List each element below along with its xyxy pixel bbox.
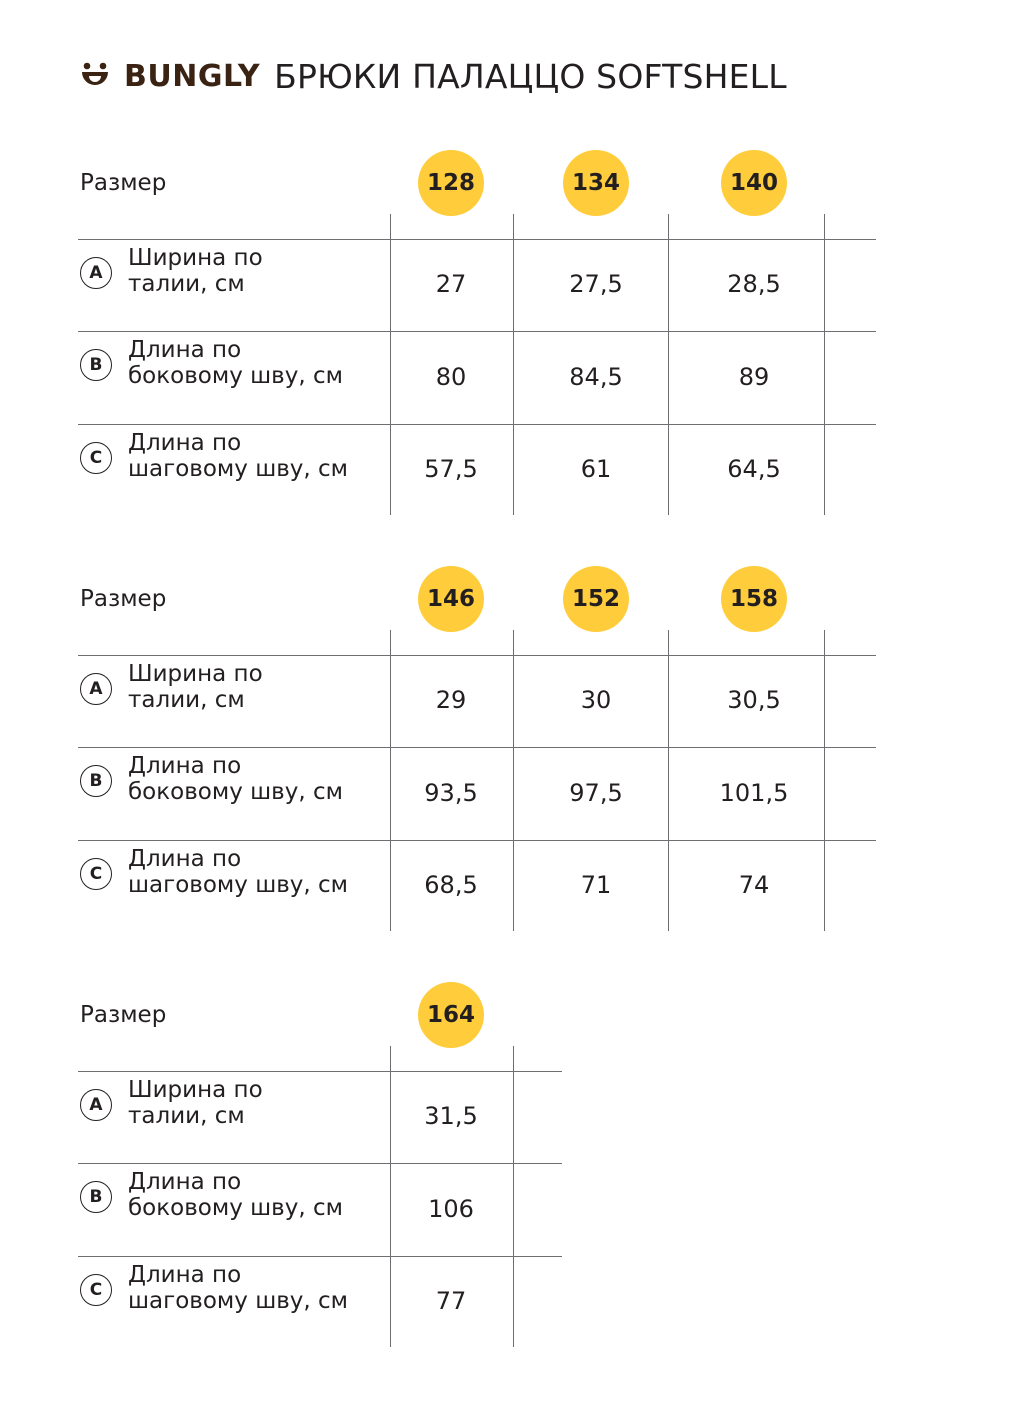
row-letter-badge: C bbox=[80, 1274, 112, 1306]
column-divider bbox=[824, 630, 825, 931]
row-label-line: Длина по bbox=[128, 337, 242, 363]
row-label-line: Длина по bbox=[128, 846, 242, 872]
value-cell: 27 bbox=[435, 270, 467, 298]
row-label bbox=[128, 1169, 388, 1221]
value-cell: 84,5 bbox=[569, 362, 623, 391]
value-cell: 80 bbox=[435, 362, 467, 391]
row-label-line: боковому шву, см bbox=[128, 1195, 343, 1221]
column-divider bbox=[513, 630, 514, 931]
row-label-line: талии, см bbox=[128, 1103, 245, 1129]
row-divider bbox=[78, 1163, 562, 1164]
row-letter-badge: C bbox=[80, 858, 112, 890]
value-cell: 77 bbox=[435, 1286, 467, 1315]
page-header bbox=[80, 56, 787, 96]
row-letter-badge: B bbox=[80, 349, 112, 381]
row-divider bbox=[78, 655, 876, 656]
row-label bbox=[128, 245, 388, 297]
size-label: Размер bbox=[80, 586, 167, 612]
brand-name: BUNGLY bbox=[124, 58, 261, 94]
row-letter-badge: A bbox=[80, 673, 112, 705]
row-divider bbox=[78, 424, 876, 425]
row-divider bbox=[78, 1071, 562, 1072]
column-divider bbox=[513, 214, 514, 515]
value-cell: 57,5 bbox=[424, 454, 478, 483]
row-label-line: талии, см bbox=[128, 271, 245, 297]
row-label-line: боковому шву, см bbox=[128, 363, 343, 389]
row-divider bbox=[78, 1256, 562, 1257]
row-label-line: Длина по bbox=[128, 1262, 242, 1288]
row-label-line: шаговому шву, см bbox=[128, 872, 349, 898]
size-badge: 134 bbox=[563, 150, 629, 216]
smile-bowl-icon bbox=[80, 61, 110, 91]
value-cell: 30 bbox=[580, 686, 612, 714]
row-divider bbox=[78, 747, 876, 748]
size-label: Размер bbox=[80, 1002, 167, 1028]
row-label-line: Ширина по bbox=[128, 245, 263, 271]
size-badge: 158 bbox=[721, 566, 787, 632]
row-label bbox=[128, 1262, 388, 1314]
column-divider bbox=[513, 1046, 514, 1347]
column-divider bbox=[824, 214, 825, 515]
value-cell: 101,5 bbox=[719, 778, 789, 807]
size-label: Размер bbox=[80, 170, 167, 196]
row-divider bbox=[78, 840, 876, 841]
value-cell: 31,5 bbox=[424, 1102, 478, 1130]
value-cell: 74 bbox=[738, 870, 770, 899]
row-label-line: талии, см bbox=[128, 687, 245, 713]
row-label bbox=[128, 430, 388, 482]
row-label-line: Ширина по bbox=[128, 661, 263, 687]
row-label bbox=[128, 753, 388, 805]
row-divider bbox=[78, 331, 876, 332]
column-divider bbox=[668, 630, 669, 931]
value-cell: 106 bbox=[428, 1194, 474, 1223]
value-cell: 30,5 bbox=[727, 686, 781, 714]
row-label bbox=[128, 846, 388, 898]
size-badge: 152 bbox=[563, 566, 629, 632]
row-label-line: Длина по bbox=[128, 753, 242, 779]
row-label-line: шаговому шву, см bbox=[128, 1288, 349, 1314]
row-label bbox=[128, 1077, 388, 1129]
page-title: БРЮКИ ПАЛАЦЦО SOFTSHELL bbox=[274, 56, 787, 96]
value-cell: 89 bbox=[738, 362, 770, 391]
value-cell: 28,5 bbox=[727, 270, 781, 298]
size-badge: 146 bbox=[418, 566, 484, 632]
value-cell: 27,5 bbox=[569, 270, 623, 298]
row-letter-badge: A bbox=[80, 257, 112, 289]
row-letter-badge: B bbox=[80, 765, 112, 797]
row-label-line: Длина по bbox=[128, 1169, 242, 1195]
size-badge: 128 bbox=[418, 150, 484, 216]
row-label-line: боковому шву, см bbox=[128, 779, 343, 805]
row-label bbox=[128, 661, 388, 713]
row-letter-badge: C bbox=[80, 442, 112, 474]
row-letter-badge: A bbox=[80, 1089, 112, 1121]
row-label-line: Длина по bbox=[128, 430, 242, 456]
value-cell: 61 bbox=[580, 454, 612, 483]
row-label-line: Ширина по bbox=[128, 1077, 263, 1103]
size-badge: 164 bbox=[418, 982, 484, 1048]
value-cell: 29 bbox=[435, 686, 467, 714]
value-cell: 97,5 bbox=[569, 778, 623, 807]
row-divider bbox=[78, 239, 876, 240]
size-badge: 140 bbox=[721, 150, 787, 216]
value-cell: 64,5 bbox=[727, 454, 781, 483]
column-divider bbox=[668, 214, 669, 515]
row-letter-badge: B bbox=[80, 1181, 112, 1213]
value-cell: 68,5 bbox=[424, 870, 478, 899]
value-cell: 71 bbox=[580, 870, 612, 899]
row-label-line: шаговому шву, см bbox=[128, 456, 349, 482]
value-cell: 93,5 bbox=[424, 778, 478, 807]
row-label bbox=[128, 337, 388, 389]
